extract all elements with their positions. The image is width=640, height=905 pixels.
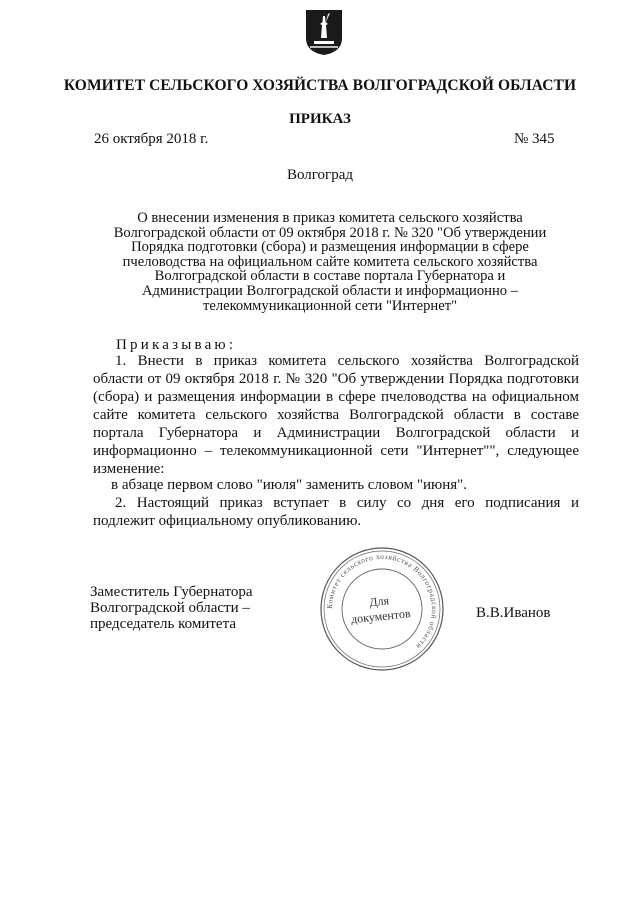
subject-line: пчеловодства на официальном сайте комитета сельского хозяйства (122, 253, 538, 270)
document-number: № 345 (514, 131, 555, 147)
subject-line: Порядка подготовки (сбора) и размещения информации в сфере (131, 239, 529, 256)
signatory-position (90, 584, 253, 632)
organization-title: КОМИТЕТ СЕЛЬСКОГО ХОЗЯЙСТВА ВОЛГОГРАДСКОЙ ОБЛАСТИ (63, 77, 577, 94)
position-line: Волгоградской области – (90, 600, 250, 616)
item1-line: информационно – телекоммуникационной сети "Интернет"", следующее (93, 443, 579, 459)
subject-line: Волгоградской области от 09 октября 2018 г. № 320 "Об утверждении (113, 224, 547, 241)
position-line: Заместитель Губернатора (90, 584, 253, 600)
item1-line: портала Губернатора и Администрации Волгоградской области и (93, 425, 579, 441)
subject-line: Волгоградской области в составе портала Губернатора и (154, 268, 506, 285)
item1-line: изменение: (93, 461, 165, 477)
order-word: Приказываю: (116, 337, 237, 353)
subject-line: О внесении изменения в приказ комитета сельского хозяйства (137, 210, 523, 226)
document-subject (100, 211, 560, 313)
item2-line: подлежит официальному опубликованию. (93, 513, 362, 529)
document-city: Волгоград (286, 167, 353, 183)
item1-line: (сбора) и размещения информации в сфере пчеловодства на официальном (93, 389, 579, 405)
stamp-center-line-1: Для (368, 593, 390, 610)
coat-of-arms-emblem (304, 8, 344, 56)
official-stamp (318, 545, 446, 673)
item1-line: области от 09 октября 2018 г. № 320 "Об утверждении Порядка подготовки (93, 371, 579, 387)
order-item-2 (93, 494, 579, 530)
stamp-center-line-2: документов (350, 606, 412, 627)
item1-line: сайте комитета сельского хозяйства Волгоградской области в составе (93, 407, 579, 423)
position-line: председатель комитета (90, 616, 236, 632)
document-date: 26 октября 2018 г. (94, 131, 209, 147)
document-type-title: ПРИКАЗ (289, 111, 351, 127)
stamp-ring-text: Комитет сельского хозяйства Волгоградской области (324, 551, 440, 652)
item2-line: 2. Настоящий приказ вступает в силу со дня его подписания и (115, 495, 579, 511)
amendment-line: в абзаце первом слово "июля" заменить словом "июня". (111, 477, 468, 493)
item1-line: 1. Внести в приказ комитета сельского хозяйства Волгоградской (115, 353, 579, 369)
subject-line: телекоммуникационной сети "Интернет" (202, 297, 458, 314)
signatory-name: В.В.Иванов (476, 605, 551, 621)
order-item-1 (93, 352, 579, 478)
amendment-text (93, 476, 579, 494)
subject-line: Администрации Волгоградской области и информационно – (141, 282, 519, 299)
